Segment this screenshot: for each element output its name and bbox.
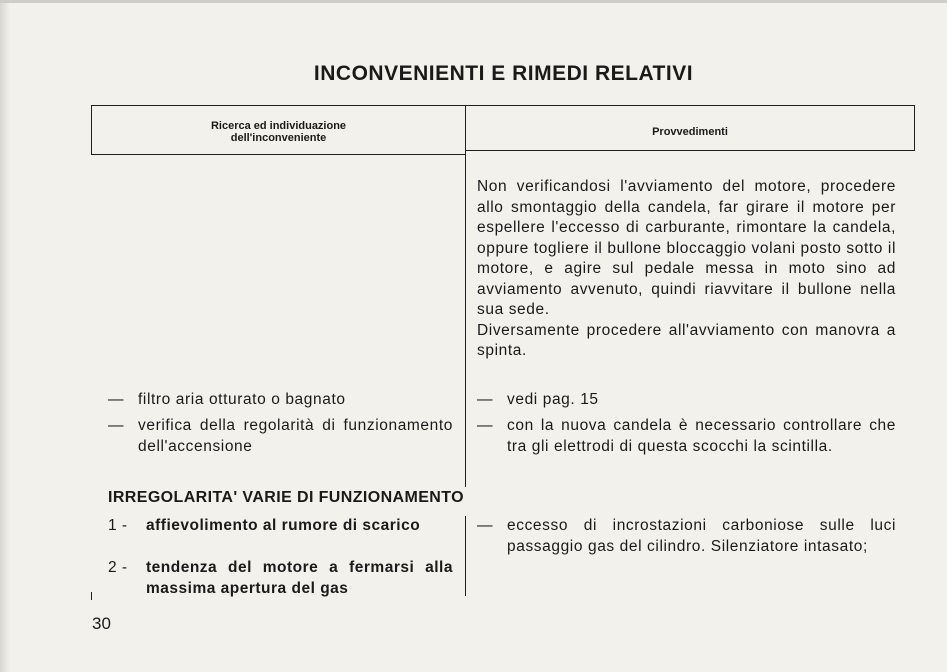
column-divider-lower — [465, 516, 466, 596]
remedy-alt-text: Diversamente procedere all'avviamento con manovra a spinta. — [477, 321, 896, 359]
dash-bullet: — — [108, 391, 125, 408]
column-header-cause-line1: Ricerca ed individuazione — [210, 120, 347, 132]
column-divider — [465, 105, 466, 487]
header-bottom-rule-right — [465, 150, 915, 151]
section-heading: IRREGOLARITA' VARIE DI FUNZIONAMENTO — [108, 489, 464, 506]
item-number: 1 - — [108, 517, 128, 534]
column-header-cause-line2: dell'inconveniente — [230, 132, 327, 144]
remedy-item-text: con la nuova candela è necessario controllare che tra gli elettrodi di questa scocchi la scintilla. — [507, 417, 896, 455]
dash-bullet: — — [477, 417, 494, 434]
irregularity-text: tendenza del motore a fermarsi alla massima apertura del gas — [146, 559, 453, 597]
dash-bullet: — — [477, 391, 494, 408]
remedy-main-text: Non verificandosi l'avviamento del motore, procedere allo smontaggio della candela, far girare il motore per espellere l'eccesso di carburante, rimontare la candela, oppure togliere il bullone bloccaggio volani posto sotto il motore, e agire sul pedale messa in moto sino ad avviamento avvenuto, quindi riavvitare il bullone nella sua sede. — [477, 178, 896, 318]
irregularity-text: affievolimento al rumore di scarico — [146, 517, 421, 534]
column-header-remedy: Provvedimenti — [652, 126, 728, 138]
header-bottom-rule-left — [91, 154, 465, 155]
page-number: 30 — [92, 614, 111, 633]
section2-remedy-text: eccesso di incrostazioni carboniose sulle luci passaggio gas del cilindro. Silenziatore intasato; — [507, 517, 896, 555]
left-margin-tick — [91, 592, 92, 600]
remedy-item-text: vedi pag. 15 — [507, 391, 599, 408]
column-header-cause — [92, 120, 465, 144]
table-top-rule — [91, 105, 915, 106]
page-edge — [0, 0, 10, 672]
remedy-paragraph — [477, 177, 896, 362]
dash-bullet: — — [108, 417, 125, 434]
page-top-edge — [0, 0, 947, 3]
dash-bullet: — — [477, 517, 494, 534]
cause-item-text: filtro aria otturato o bagnato — [138, 391, 346, 408]
page-title: INCONVENIENTI E RIMEDI RELATIVI — [313, 62, 694, 85]
cause-item-text: verifica della regolarità di funzionamento dell'accensione — [138, 417, 453, 455]
item-number: 2 - — [108, 559, 128, 576]
table-right-rule — [914, 105, 915, 151]
